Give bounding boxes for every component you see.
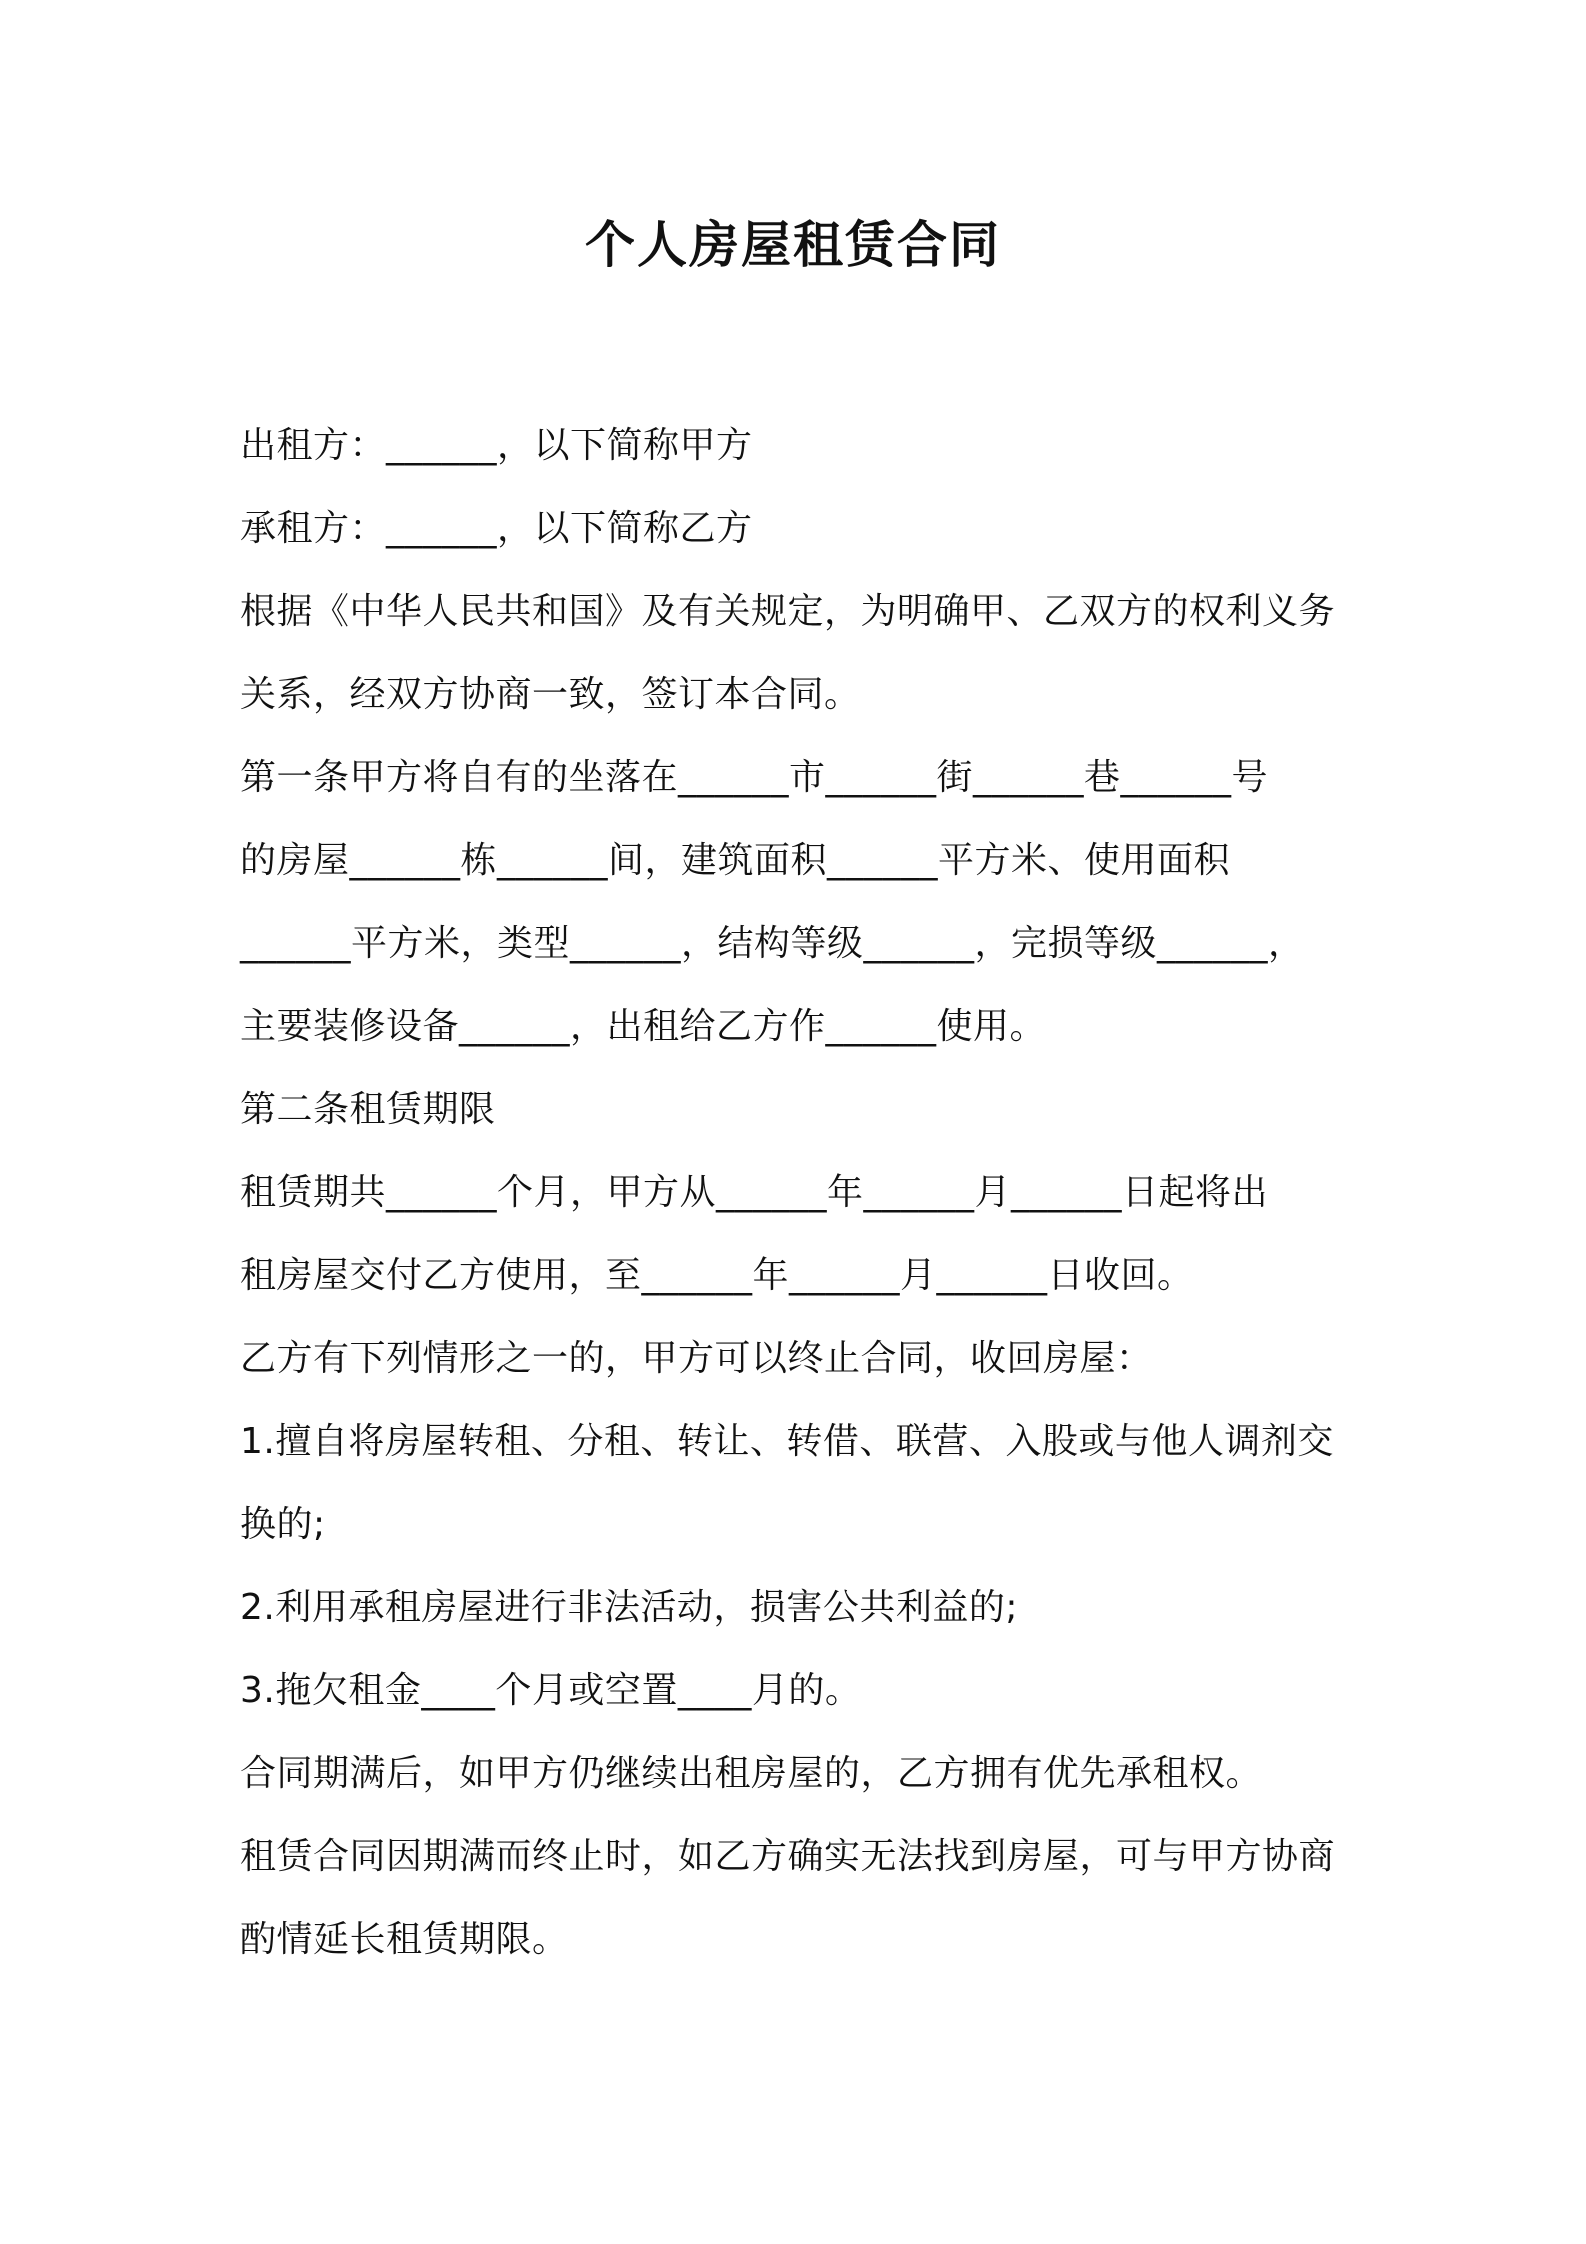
section-heading: 第二条租赁期限	[240, 1089, 496, 1130]
paragraph-line: 乙方有下列情形之一的，甲方可以终止合同，收回房屋：	[240, 1338, 1153, 1379]
document-title: 个人房屋租赁合同	[585, 216, 1001, 274]
paragraph-line: 出租方：______，以下简称甲方	[240, 425, 753, 466]
list-item: 2.利用承租房屋进行非法活动，损害公共利益的;	[240, 1587, 1018, 1628]
paragraph-line: ______平方米，类型______，结构等级______，完损等级______，	[240, 923, 1305, 964]
paragraph-line: 主要装修设备______，出租给乙方作______使用。	[240, 1006, 1047, 1047]
document-body	[240, 404, 1370, 1981]
paragraph-line: 的房屋______栋______间，建筑面积______平方米、使用面积	[240, 840, 1231, 881]
list-item: 3.拖欠租金____个月或空置____月的。	[240, 1670, 862, 1711]
paragraph-line: 租房屋交付乙方使用，至______年______月______日收回。	[240, 1255, 1194, 1296]
paragraph-line: 关系，经双方协商一致，签订本合同。	[240, 674, 861, 715]
list-item: 1.擅自将房屋转租、分租、转让、转借、联营、入股或与他人调剂交	[240, 1421, 1334, 1462]
paragraph-line: 租赁合同因期满而终止时，如乙方确实无法找到房屋，可与甲方协商	[240, 1836, 1336, 1877]
list-item: 换的;	[240, 1504, 326, 1545]
paragraph-line: 根据《中华人民共和国》及有关规定，为明确甲、乙双方的权利义务	[240, 591, 1336, 632]
paragraph-line: 酌情延长租赁期限。	[240, 1919, 569, 1960]
paragraph-line: 第一条甲方将自有的坐落在______市______街______巷______号	[240, 757, 1269, 798]
paragraph-line: 租赁期共______个月，甲方从______年______月______日起将出	[240, 1172, 1269, 1213]
paragraph-line: 合同期满后，如甲方仍继续出租房屋的，乙方拥有优先承租权。	[240, 1753, 1263, 1794]
paragraph-line: 承租方：______，以下简称乙方	[240, 508, 753, 549]
